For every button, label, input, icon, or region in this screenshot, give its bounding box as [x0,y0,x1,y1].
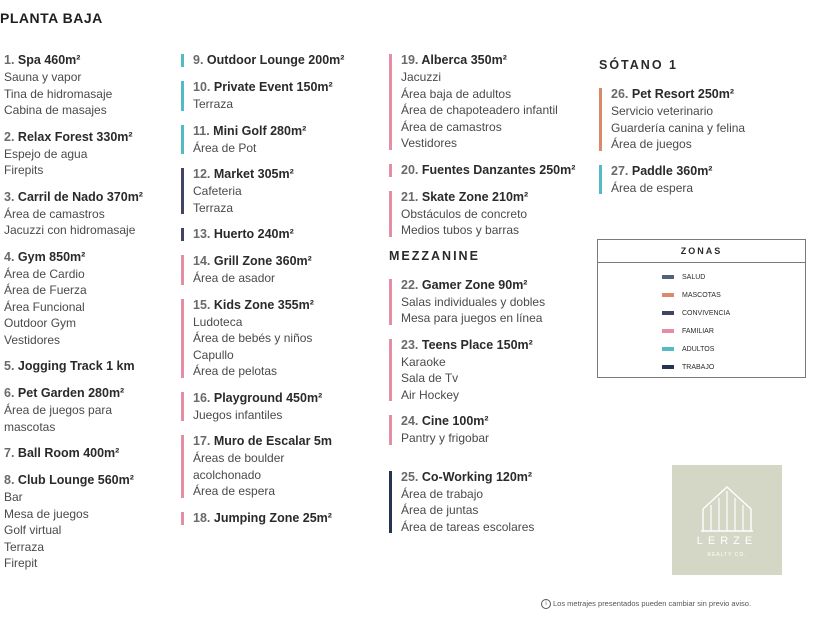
amenity-feature: Área de asador [193,271,276,285]
amenity-title [4,385,143,402]
amenity-number: 18. [193,510,211,525]
legend-label: FAMILIAR [682,327,714,335]
amenity-item [4,249,143,349]
legend-label: TRABAJO [682,363,715,371]
amenity-number: 22. [401,277,419,292]
amenity-feature: Área de bebés y niños [193,331,313,345]
amenity-feature: Área de Pot [193,140,257,155]
amenity-feature: Área de espera [611,180,694,195]
logo-name: LERZE [696,535,758,547]
amenity-feature: Jacuzzi [401,70,442,84]
amenity-item [599,163,745,197]
amenity-feature: Obstáculos de concreto [401,206,528,221]
amenity-title [4,472,143,489]
amenity-item [389,337,575,404]
amenity-feature: Servicio veterinario [611,104,714,118]
amenity-name: Paddle 360m² [631,163,713,178]
amenity-item [181,433,344,500]
amenities-column-1 [4,52,143,582]
amenity-title [4,249,143,266]
amenity-name: Pet Resort 250m² [631,87,734,101]
amenity-title [401,162,575,179]
amenity-feature: Área de camastros [401,119,502,134]
legend-item [662,358,730,376]
amenity-feature: Guardería canina y felina [611,120,746,135]
amenity-number: 7. [4,446,15,460]
amenity-title [193,297,344,314]
amenity-number: 11. [193,123,210,138]
amenity-title [401,189,575,206]
amenity-title [401,52,575,69]
amenity-feature: Capullo [193,347,234,362]
amenity-feature: Área de tareas escolares [401,519,535,534]
amenity-feature: Área de trabajo [401,486,484,501]
amenity-feature: Terraza [4,539,45,554]
amenity-number: 13. [193,227,211,241]
amenity-name: Jogging Track 1 km [17,359,135,373]
amenity-number: 17. [193,434,211,448]
amenity-feature: Área de chapoteadero infantil [401,103,558,117]
amenity-feature: Vestidores [4,332,61,347]
amenity-item [599,86,745,153]
amenity-name: Mini Golf 280m² [213,123,307,138]
amenity-number: 24. [401,414,419,428]
amenity-title [401,469,575,486]
amenity-feature: Tina de hidromasaje [4,86,113,101]
amenity-name: Carril de Nado 370m² [17,189,143,204]
amenity-title [401,413,575,430]
amenity-feature: mascotas [4,419,56,434]
amenity-number: 25. [401,469,419,484]
page-title: PLANTA BAJA [0,10,103,26]
amenity-title [401,277,575,294]
amenity-name: Skate Zone 210m² [421,189,529,204]
amenity-item [389,469,575,536]
amenity-feature: Jacuzzi con hidromasaje [4,223,136,237]
legend-swatch [662,329,674,333]
amenity-title [193,253,344,270]
amenity-title [193,79,344,96]
amenity-feature: Área de camastros [4,206,105,221]
amenity-name: Teens Place 150m² [421,337,533,352]
amenity-name: Spa 460m² [17,53,81,67]
amenity-item [4,385,143,435]
amenity-feature: Área de pelotas [193,364,278,378]
amenity-item [181,390,344,424]
amenity-number: 20. [401,162,419,177]
legend-title: ZONAS [680,246,723,256]
amenity-feature: Firepits [4,163,44,177]
amenity-name: Muro de Escalar 5m [213,434,332,448]
amenity-name: Relax Forest 330m² [17,129,133,144]
amenity-item [4,472,143,572]
amenity-number: 27. [611,163,629,178]
amenity-feature: Firepit [4,556,38,570]
amenity-feature: Sala de Tv [401,371,459,385]
amenity-item [4,129,143,179]
amenity-feature: Áreas de boulder [193,451,285,465]
legend-item [662,304,730,322]
amenity-item [389,162,575,179]
legend-swatch [662,365,674,369]
amenity-item [181,79,344,113]
amenity-name: Playground 450m² [213,390,323,405]
amenity-feature: Área de juntas [401,503,479,517]
amenity-title [193,226,344,243]
amenity-feature: Vestidores [401,136,458,150]
amenity-number: 9. [193,53,204,67]
amenity-title [193,52,344,69]
amenity-number: 4. [4,249,15,264]
amenity-title [4,445,143,462]
amenity-name: Club Lounge 560m² [17,473,134,487]
amenity-number: 23. [401,337,419,352]
amenity-title [4,189,143,206]
amenity-item [181,226,344,243]
amenity-number: 14. [193,254,211,268]
amenity-feature: Cafeteria [193,184,242,198]
amenity-feature: Outdoor Gym [4,316,77,330]
amenity-feature: Juegos infantiles [193,407,283,422]
amenity-item [389,277,575,327]
amenity-feature: Área de Fuerza [4,283,87,297]
amenity-feature: acolchonado [193,467,262,482]
amenity-name: Huerto 240m² [213,227,294,241]
amenity-item [181,510,344,527]
amenity-item [181,253,344,287]
amenity-number: 12. [193,167,211,181]
amenity-title [193,123,344,140]
amenity-feature: Air Hockey [401,387,460,402]
building-icon [699,481,755,533]
amenity-feature: Mesa de juegos [4,506,89,521]
amenity-feature: Salas individuales y dobles [401,294,546,309]
amenity-item [181,52,344,69]
amenity-number: 19. [401,53,419,67]
amenity-name: Private Event 150m² [213,80,333,94]
amenity-feature: Mesa para juegos en línea [401,311,543,325]
amenity-item [4,189,143,239]
amenity-item [181,297,344,380]
amenity-feature: Ludoteca [193,314,243,329]
legend-swatch [662,347,674,351]
legend-item [662,286,730,304]
amenity-feature: Área Funcional [4,299,85,314]
amenity-feature: Karaoke [401,354,446,369]
legend-swatch [662,293,674,297]
amenity-title [4,52,143,69]
amenity-name: Grill Zone 360m² [213,254,312,268]
amenity-number: 15. [193,297,211,312]
amenity-feature: Bar [4,490,23,504]
amenity-name: Cine 100m² [421,414,489,428]
amenity-number: 2. [4,129,15,144]
amenity-name: Kids Zone 355m² [213,297,314,312]
amenity-feature: Espejo de agua [4,146,88,161]
amenity-title [611,163,745,180]
amenities-column-4 [599,52,745,206]
amenity-feature: Sauna y vapor [4,70,82,84]
amenity-name: Gym 850m² [17,249,86,264]
amenity-title [4,129,143,146]
amenity-item [389,413,575,447]
amenity-title [4,358,143,375]
amenity-feature: Área baja de adultos [401,86,512,101]
zones-legend [597,239,806,378]
amenity-name: Co-Working 120m² [421,469,533,484]
lerze-logo [672,465,782,575]
amenity-feature: Área de juegos para [4,403,113,417]
amenity-name: Market 305m² [213,167,294,181]
amenity-item [181,166,344,216]
amenity-item [4,52,143,119]
legend-label: MASCOTAS [682,291,721,299]
amenity-feature: Medios tubos y barras [401,223,520,237]
amenity-title [611,86,745,103]
amenity-title [193,510,344,527]
amenity-item [389,52,575,152]
amenity-name: Fuentes Danzantes 250m² [421,162,576,177]
amenity-number: 5. [4,359,15,373]
amenity-title [193,433,344,450]
amenity-number: 26. [611,87,629,101]
legend-label: CONVIVENCIA [682,309,731,317]
amenity-feature: Pantry y frigobar [401,431,490,445]
amenity-number: 10. [193,80,211,94]
amenity-feature: Área de Cardio [4,266,85,281]
amenity-name: Alberca 350m² [421,53,507,67]
amenity-name: Gamer Zone 90m² [421,277,528,292]
amenity-name: Pet Garden 280m² [17,386,125,400]
amenity-feature: Cabina de masajes [4,103,107,117]
legend-label: ADULTOS [682,345,715,353]
amenity-item [389,189,575,239]
amenity-title [193,166,344,183]
disclaimer-note [541,599,751,609]
amenity-number: 8. [4,473,15,487]
legend-item [662,322,730,340]
amenity-number: 16. [193,390,211,405]
info-icon: i [541,599,551,609]
amenity-feature: Área de juegos [611,137,692,151]
amenity-number: 6. [4,386,15,400]
amenity-number: 3. [4,189,15,204]
legend-item [662,340,730,358]
amenities-column-3 [389,52,575,545]
amenity-item [4,358,143,375]
disclaimer-text: Los metrajes presentados pueden cambiar sin previo aviso. [553,599,752,608]
section-heading: MEZZANINE [389,248,480,263]
amenity-number: 21. [401,189,419,204]
amenity-item [4,445,143,462]
amenity-item [181,123,344,157]
legend-swatch [662,275,674,279]
amenity-feature: Terraza [193,200,234,215]
amenity-feature: Área de espera [193,484,276,498]
amenities-column-2 [181,52,344,537]
amenity-feature: Golf virtual [4,523,62,537]
amenity-title [401,337,575,354]
amenity-number: 1. [4,53,15,67]
legend-item [662,268,730,286]
logo-subtitle: REALTY CO. [707,552,747,558]
amenity-title [193,390,344,407]
amenity-name: Jumping Zone 25m² [213,510,332,525]
legend-label: SALUD [682,273,706,281]
legend-swatch [662,311,674,315]
section-heading: SÓTANO 1 [599,58,678,72]
amenity-name: Outdoor Lounge 200m² [206,53,345,67]
amenity-name: Ball Room 400m² [17,446,120,460]
amenity-feature: Terraza [193,97,234,111]
